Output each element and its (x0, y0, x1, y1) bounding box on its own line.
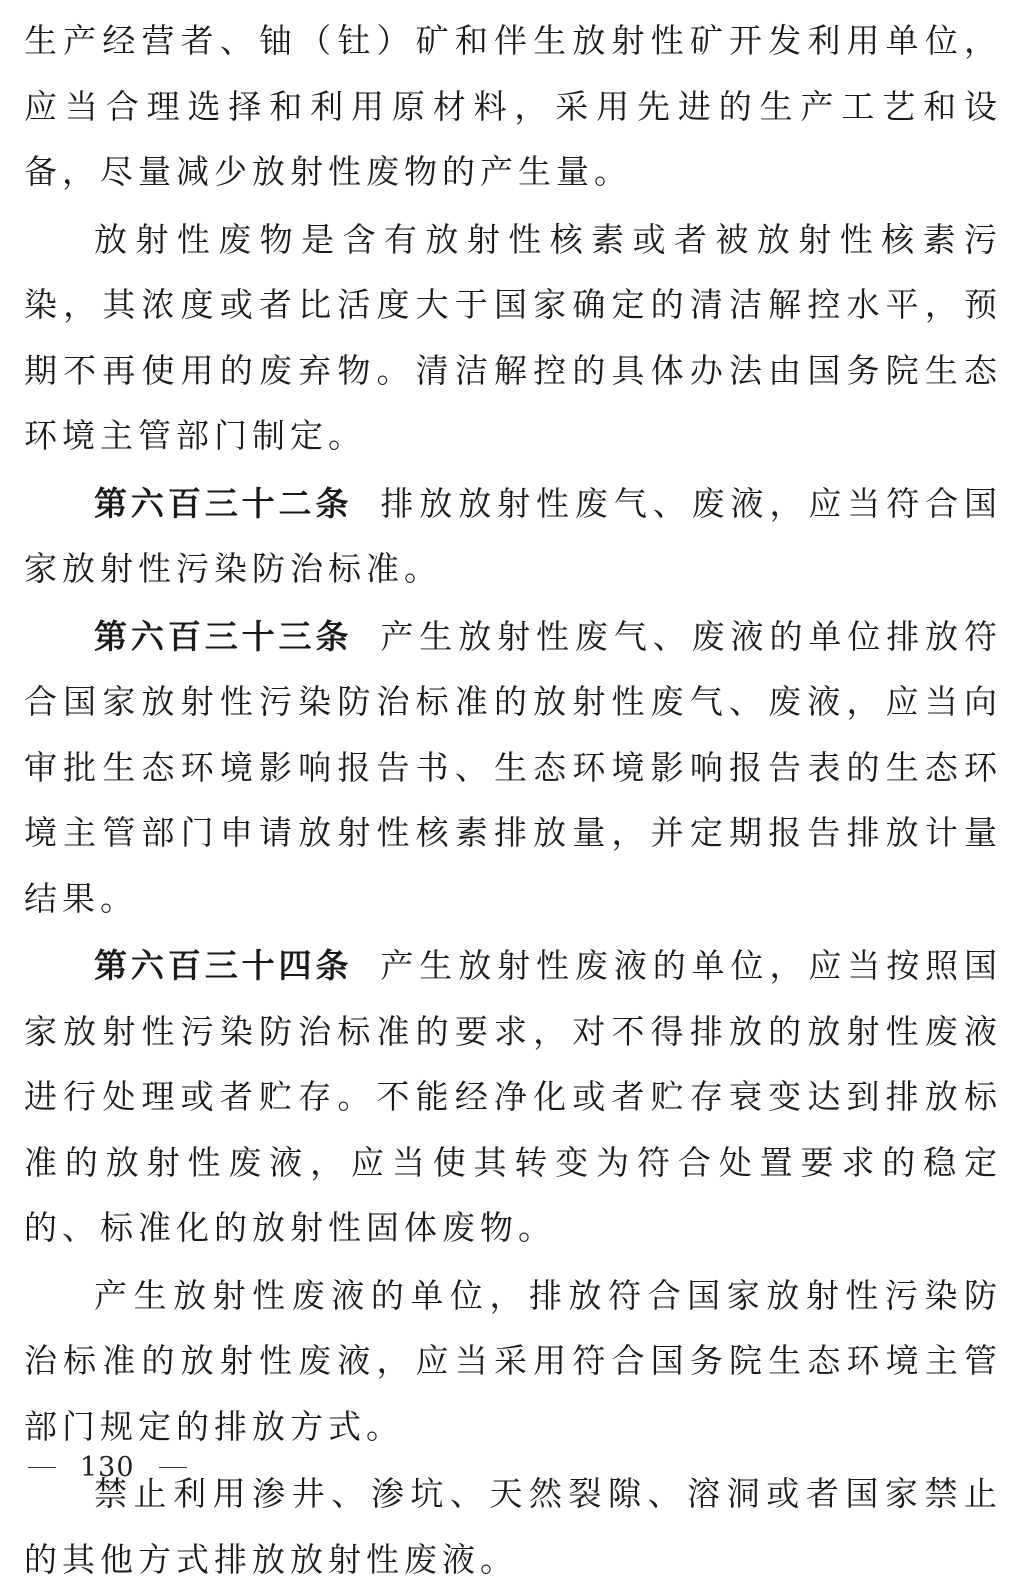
article-633 (24, 604, 1002, 932)
paragraph-1 (24, 8, 1002, 205)
paragraph-text: 排放放射性废气、废液，应当符合国家放射性污染防治标准。 (24, 483, 1003, 588)
article-632 (24, 471, 1002, 602)
page-number: 130 (80, 1452, 135, 1483)
article-number: 第六百三十二条 (94, 483, 353, 523)
paragraph-2 (24, 207, 1002, 469)
paragraph-text: 生产经营者、铀（钍）矿和伴生放射性矿开发利用单位，应当合理选择和利用原材料，采用先进的生产工艺和设备，尽量减少放射性废物的产生量。 (24, 21, 1002, 191)
paragraph-text: 产生放射性废液的单位，应当按照国家放射性污染防治标准的要求，对不得排放的放射性废液进行处理或者贮存。不能经净化或者贮存衰变达到排放标准的放射性废液，应当使其转变为符合处置要求的稳定的、标准化的放射性固体废物。 (24, 946, 1003, 1247)
article-number: 第六百三十三条 (94, 616, 353, 656)
footer-dash-right (159, 1467, 187, 1469)
article-number: 第六百三十四条 (94, 946, 353, 985)
paragraph-text: 禁止利用渗井、渗坑、天然裂隙、溶洞或者国家禁止的其他方式排放放射性废液。 (24, 1474, 1002, 1579)
paragraph-6 (24, 1263, 1002, 1460)
article-634 (24, 933, 1002, 1261)
page-footer (28, 1452, 187, 1483)
document-page (24, 8, 1002, 1594)
paragraph-text: 放射性废物是含有放射性核素或者被放射性核素污染，其浓度或者比活度大于国家确定的清洁解控水平，预期不再使用的废弃物。清洁解控的具体办法由国务院生态环境主管部门制定。 (24, 219, 1002, 455)
paragraph-text: 产生放射性废气、废液的单位排放符合国家放射性污染防治标准的放射性废气、废液，应当向审批生态环境影响报告书、生态环境影响报告表的生态环境主管部门申请放射性核素排放量，并定期报告排放计量结果。 (24, 616, 1003, 918)
paragraph-text: 产生放射性废液的单位，排放符合国家放射性污染防治标准的放射性废液，应当采用符合国务院生态环境主管部门规定的排放方式。 (24, 1275, 1002, 1446)
footer-dash-left (28, 1467, 56, 1469)
